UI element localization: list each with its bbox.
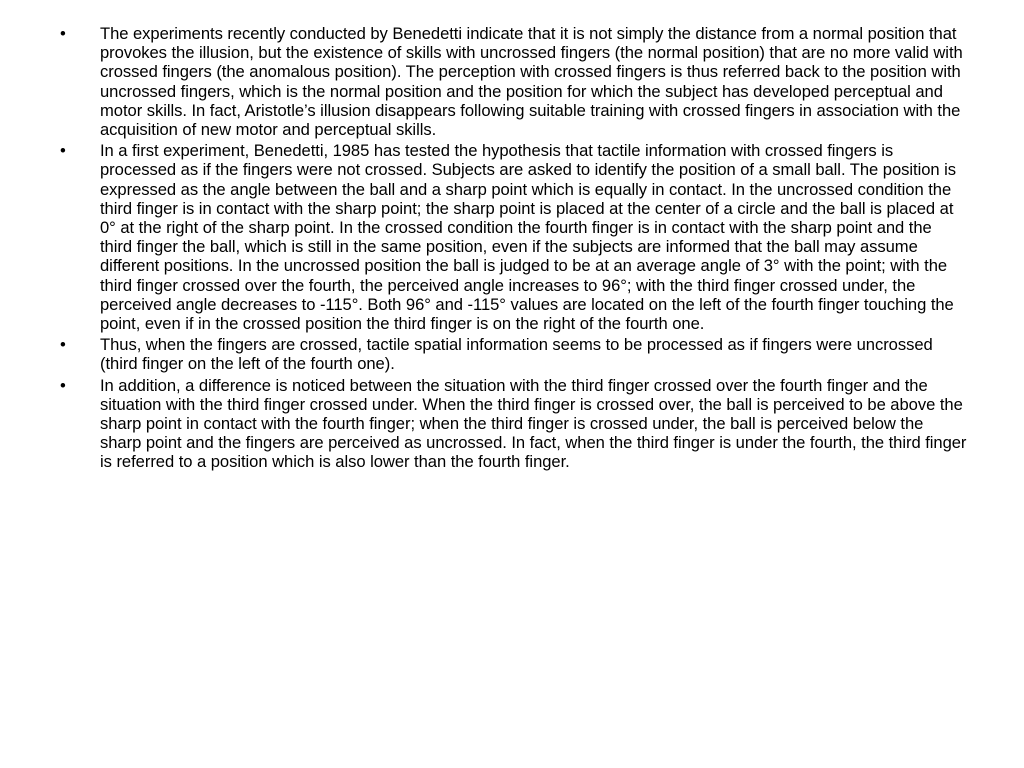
bullet-marker: • <box>60 335 66 355</box>
bullet-marker: • <box>60 24 66 43</box>
bullet-text: In addition, a difference is noticed between the situation with the third finger crossed over the fourth finger and the situation with the third finger crossed under. When the third finger is crossed over, the ball is perceived to be above the sharp point in contact with the fourth finger; when the third finger is crossed under, the ball is perceived below the sharp point and the fingers are perceived as uncrossed. In fact, when the third finger is under the fourth, the third finger is referred to a position which is also lower than the fourth finger. <box>100 375 967 472</box>
bullet-item-1 <box>60 24 968 139</box>
bullet-item-3 <box>60 335 968 373</box>
bullet-marker: • <box>60 141 66 161</box>
bullet-text: In a first experiment, Benedetti, 1985 has tested the hypothesis that tactile information with crossed fingers is processed as if the fingers were not crossed. Subjects are asked to identify the position of a small ball. The position is expressed as the angle between the ball and a sharp point which is equally in contact. In the uncrossed condition the third finger is in contact with the sharp point; the sharp point is placed at the center of a circle and the ball is placed at 0° at the right of the sharp point. In the crossed condition the fourth finger is in contact with the sharp point and the third finger the ball, which is still in the same position, even if the subjects are informed that the ball may assume different positions. In the uncrossed position the ball is judged to be at an average angle of 3° with the point; with the third finger crossed over the fourth, the perceived angle increases to 96°; with the third finger crossed under, the perceived angle decreases to -115°. Both 96° and -115° values are located on the left of the fourth finger touching the point, even if in the crossed position the third finger is on the right of the fourth one. <box>100 141 957 334</box>
bullet-text: Thus, when the fingers are crossed, tactile spatial information seems to be processed as if fingers were uncrossed (third finger on the left of the fourth one). <box>100 335 933 374</box>
bullet-text: The experiments recently conducted by Benedetti indicate that it is not simply the distance from a normal position that provokes the illusion, but the existence of skills with uncrossed fingers (the normal position) that are no more valid with crossed fingers (the anomalous position). The perception with crossed fingers is thus referred back to the position with uncrossed fingers, which is the normal position and the position for which the subject has developed perceptual and motor skills. In fact, Aristotle’s illusion disappears following suitable training with crossed fingers in association with the acquisition of new motor and perceptual skills. <box>100 24 963 140</box>
bullet-item-2 <box>60 141 968 333</box>
bullet-marker: • <box>60 375 66 395</box>
bullet-list <box>60 24 968 474</box>
bullet-item-4 <box>60 376 968 472</box>
